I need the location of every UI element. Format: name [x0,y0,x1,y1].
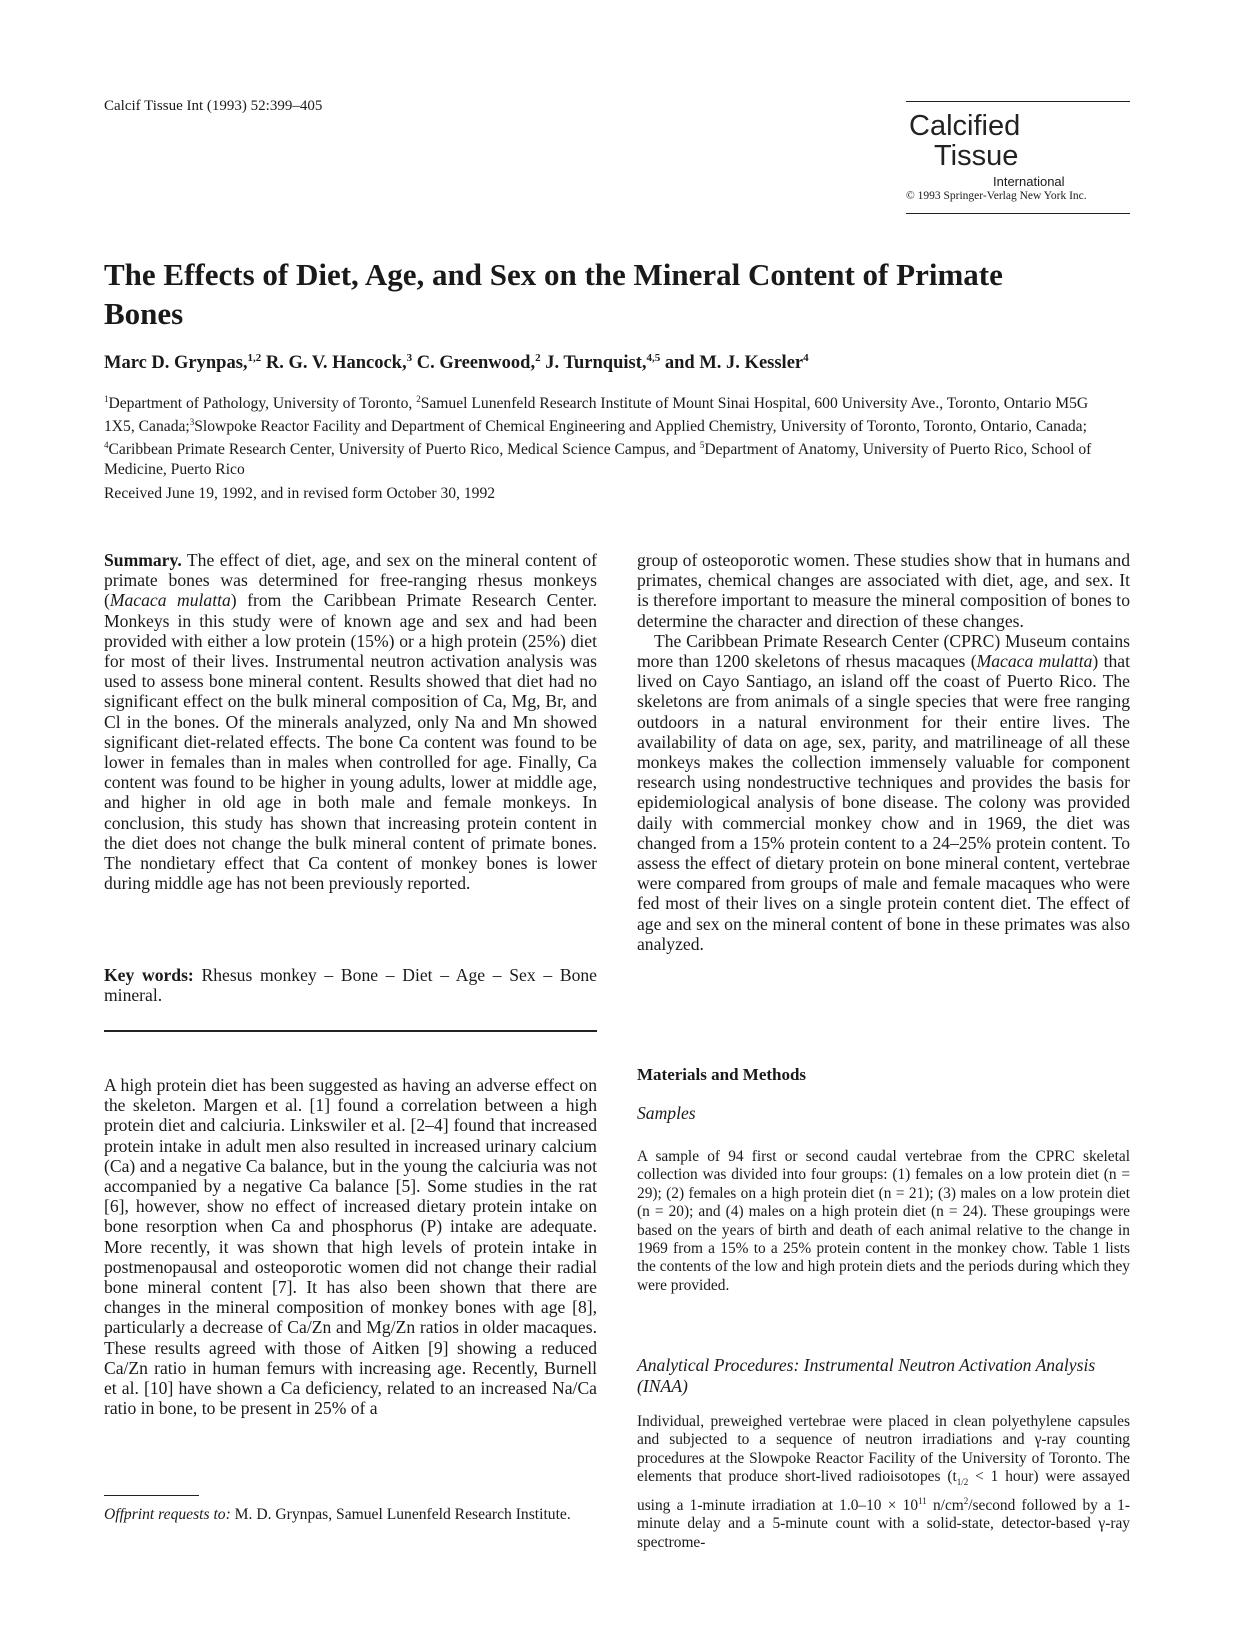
affiliation: Samuel Lunenfeld Research Institute of Mount Sinai Hospital, 600 University Ave., Toronto, Ontario M5G 1X5, Canada; [104,395,1089,436]
affil-mark: 2 [416,394,421,404]
species-name: Macaca mulatta [976,651,1093,672]
summary-label: Summary. [104,550,182,570]
intro-paragraph-3 [637,631,1130,954]
author-name: J. Turnquist, [540,353,647,374]
affiliation: Department of Pathology, University of Toronto, [108,395,417,413]
analytical-paragraph [637,1413,1130,1552]
summary-paragraph [104,550,597,893]
copyright-notice: © 1993 Springer-Verlag New York Inc. [906,190,1087,202]
offprint-footnote [104,1505,597,1524]
author-name: C. Greenwood, [412,353,536,374]
journal-logo [906,101,1130,214]
keywords-paragraph [104,965,597,1005]
affiliation: Caribbean Primate Research Center, University of Puerto Rico, Medical Science Campus, and [108,441,700,459]
offprint-label: Offprint requests to: [104,1506,231,1523]
keywords-text: Rhesus monkey – Bone – Diet – Age – Sex – Bone mineral. [104,965,597,1006]
affil-mark: 1 [104,394,109,404]
intro-text: ) that lived on Cayo Santiago, an island off the coast of Puerto Rico. The skeletons are from animals of a single species that were free ranging outdoors in a natural environment for their entire lives. The availability of data on age, sex, parity, and matrilineage of all these monkeys makes the collection immensely valuable for component research using nondestructive techniques and provides the basis for epidemiological analysis of bone disease. The colony was provided daily with commercial monkey chow and in 1969, the diet was changed from a 15% protein content to a 24–25% protein content. To assess the effect of dietary protein on bone mineral content, vertebrae were compared from groups of male and female macaques who were fed most of their lives on a single protein content diet. The effect of age and sex on the mineral content of bone in these primates was also analyzed. [637,651,1131,954]
author-name: Marc D. Grynpas, [104,353,248,374]
received-date: Received June 19, 1992, and in revised form October 30, 1992 [104,485,496,502]
exponent: 2 [963,1495,969,1506]
logo-line-calcified: Calcified [909,110,1021,142]
author-affil-mark: 2 [535,352,541,364]
analytical-text: n/cm [926,1496,964,1514]
exponent: 11 [918,1495,927,1506]
summary-text: ) from the Caribbean Primate Research Center. Monkeys in this study were of known age and sex and had been provided with either a low protein (15%) or a high protein (25%) diet for most of their lives. Instrumental neutron activation analysis was used to assess bone mineral content. Results showed that diet had no significant effect on the bulk mineral composition of Ca, Mg, Br, and Cl in the bones. Of the minerals analyzed, only Na and Mn showed significant diet-related effects. The bone Ca content was found to be lower in females than in males when controlled for age. Finally, Ca content was found to be higher in young adults, lower at middle age, and higher in old age in both male and female monkeys. In conclusion, this study has shown that increasing protein content in the diet does not change the bulk mineral content of primate bones. The nondietary effect that Ca content of monkey bones is lower during middle age has not been previously reported. [104,590,597,894]
logo-line-tissue: Tissue [934,140,1019,172]
author-name: R. G. V. Hancock, [261,353,407,374]
summary-divider [104,1030,597,1032]
author-list [104,352,809,374]
affiliation: Department of Anatomy, University of Puerto Rico, School of Medicine, Puerto Rico [104,441,1092,478]
intro-paragraph-1 [104,1075,597,1418]
intro-text: A high protein diet has been suggested as having an adverse effect on the skeleton. Margen et al. [1] found a correlation between a high protein diet and calciuria. Linkswiler et al. [2–4] found that increased protein intake in adult men also resulted in increased urinary calcium (Ca) and a negative Ca balance, but in the young the calciuria was not accompanied by a negative Ca balance [5]. Some studies in the rat [6], however, show no effect of increased dietary protein intake on bone resorption when Ca and phosphorus (P) intake are adequate. More recently, it was shown that high levels of protein intake in postmenopausal and osteoporotic women did not change their radial bone mineral content [7]. It has also been shown that there are changes in the mineral composition of monkey bones with age [8], particularly a decrease of Ca/Zn and Mg/Zn ratios in older macaques. These results agreed with those of Aitken [9] showing a reduced Ca/Zn ratio in human femurs with increasing age. Recently, Burnell et al. [10] have shown a Ca deficiency, related to an increased Na/Ca ratio in bone, to be present in 25% of a [104,1075,597,1419]
samples-paragraph: A sample of 94 first or second caudal vertebrae from the CPRC skeletal collection was divided into four groups: (1) females on a low protein diet (n = 29); (2) females on a high protein diet (n = 21); (3) males on a low protein diet (n = 20); and (4) males on a high protein diet (n = 24). These groupings were based on the years of birth and death of each animal relative to the change in 1969 from a 15% to a 25% protein content in the monkey chow. Table 1 lists the contents of the low and high protein diets and the periods during which they were provided. [637,1148,1130,1294]
author-affil-mark: 1,2 [247,352,262,364]
summary-text: The effect of diet, age, and sex on the mineral content of primate bones was determined for free-ranging rhesus monkeys ( [104,550,597,611]
subheading-analytical: Analytical Procedures: Instrumental Neutron Activation Analysis (INAA) [637,1355,1096,1396]
author-name: and M. J. Kessler [660,353,804,374]
affiliations [104,390,1104,479]
intro-paragraph-2: group of osteoporotic women. These studies show that in humans and primates, chemical changes are associated with diet, age, and sex. It is therefore important to measure the mineral composition of bones to determine the character and direction of these changes. [637,550,1130,631]
affil-mark: 5 [699,440,705,451]
intro-text: The Caribbean Primate Research Center (CPRC) Museum contains more than 1200 skeletons of rhesus macaques ( [637,630,1130,672]
author-affil-mark: 3 [406,352,413,364]
affiliation: Slowpoke Reactor Facility and Department of Chemical Engineering and Applied Chemistry, University of Toronto, Toronto, Ontario, Canada; [194,418,1087,436]
author-affil-mark: 4,5 [646,352,661,364]
footnote-divider [104,1495,199,1496]
section-heading-methods: Materials and Methods [637,1065,807,1084]
journal-citation: Calcif Tissue Int (1993) 52:399–405 [104,98,323,114]
keywords-label: Key words: [104,965,194,985]
author-affil-mark: 4 [803,352,809,364]
affil-mark: 3 [189,417,195,428]
half-life-subscript: 1/2 [956,1477,969,1488]
species-name: Macaca mulatta [109,590,231,611]
subheading-samples: Samples [637,1103,696,1123]
intro-continued [637,550,1130,954]
affil-mark: 4 [104,440,109,451]
offprint-text: M. D. Grynpas, Samuel Lunenfeld Research Institute. [230,1506,571,1523]
article-title: The Effects of Diet, Age, and Sex on the Mineral Content of Primate Bones [104,257,1003,331]
analytical-text: /second followed by a 1-minute delay and a 5-minute count with a solid-state, detector-based γ-ray spectrome- [637,1496,1131,1551]
analytical-text: Individual, preweighed vertebrae were placed in clean polyethylene capsules and subjected to a sequence of neutron irradiations and γ-ray counting procedures at the Slowpoke Reactor Facility of the University of Toronto. The elements that produce short-lived radioisotopes (t [637,1413,1130,1486]
analytical-text: < 1 hour) were assayed using a 1-minute irradiation at 1.0–10 × 10 [637,1468,1130,1514]
logo-line-international: International [993,174,1065,189]
